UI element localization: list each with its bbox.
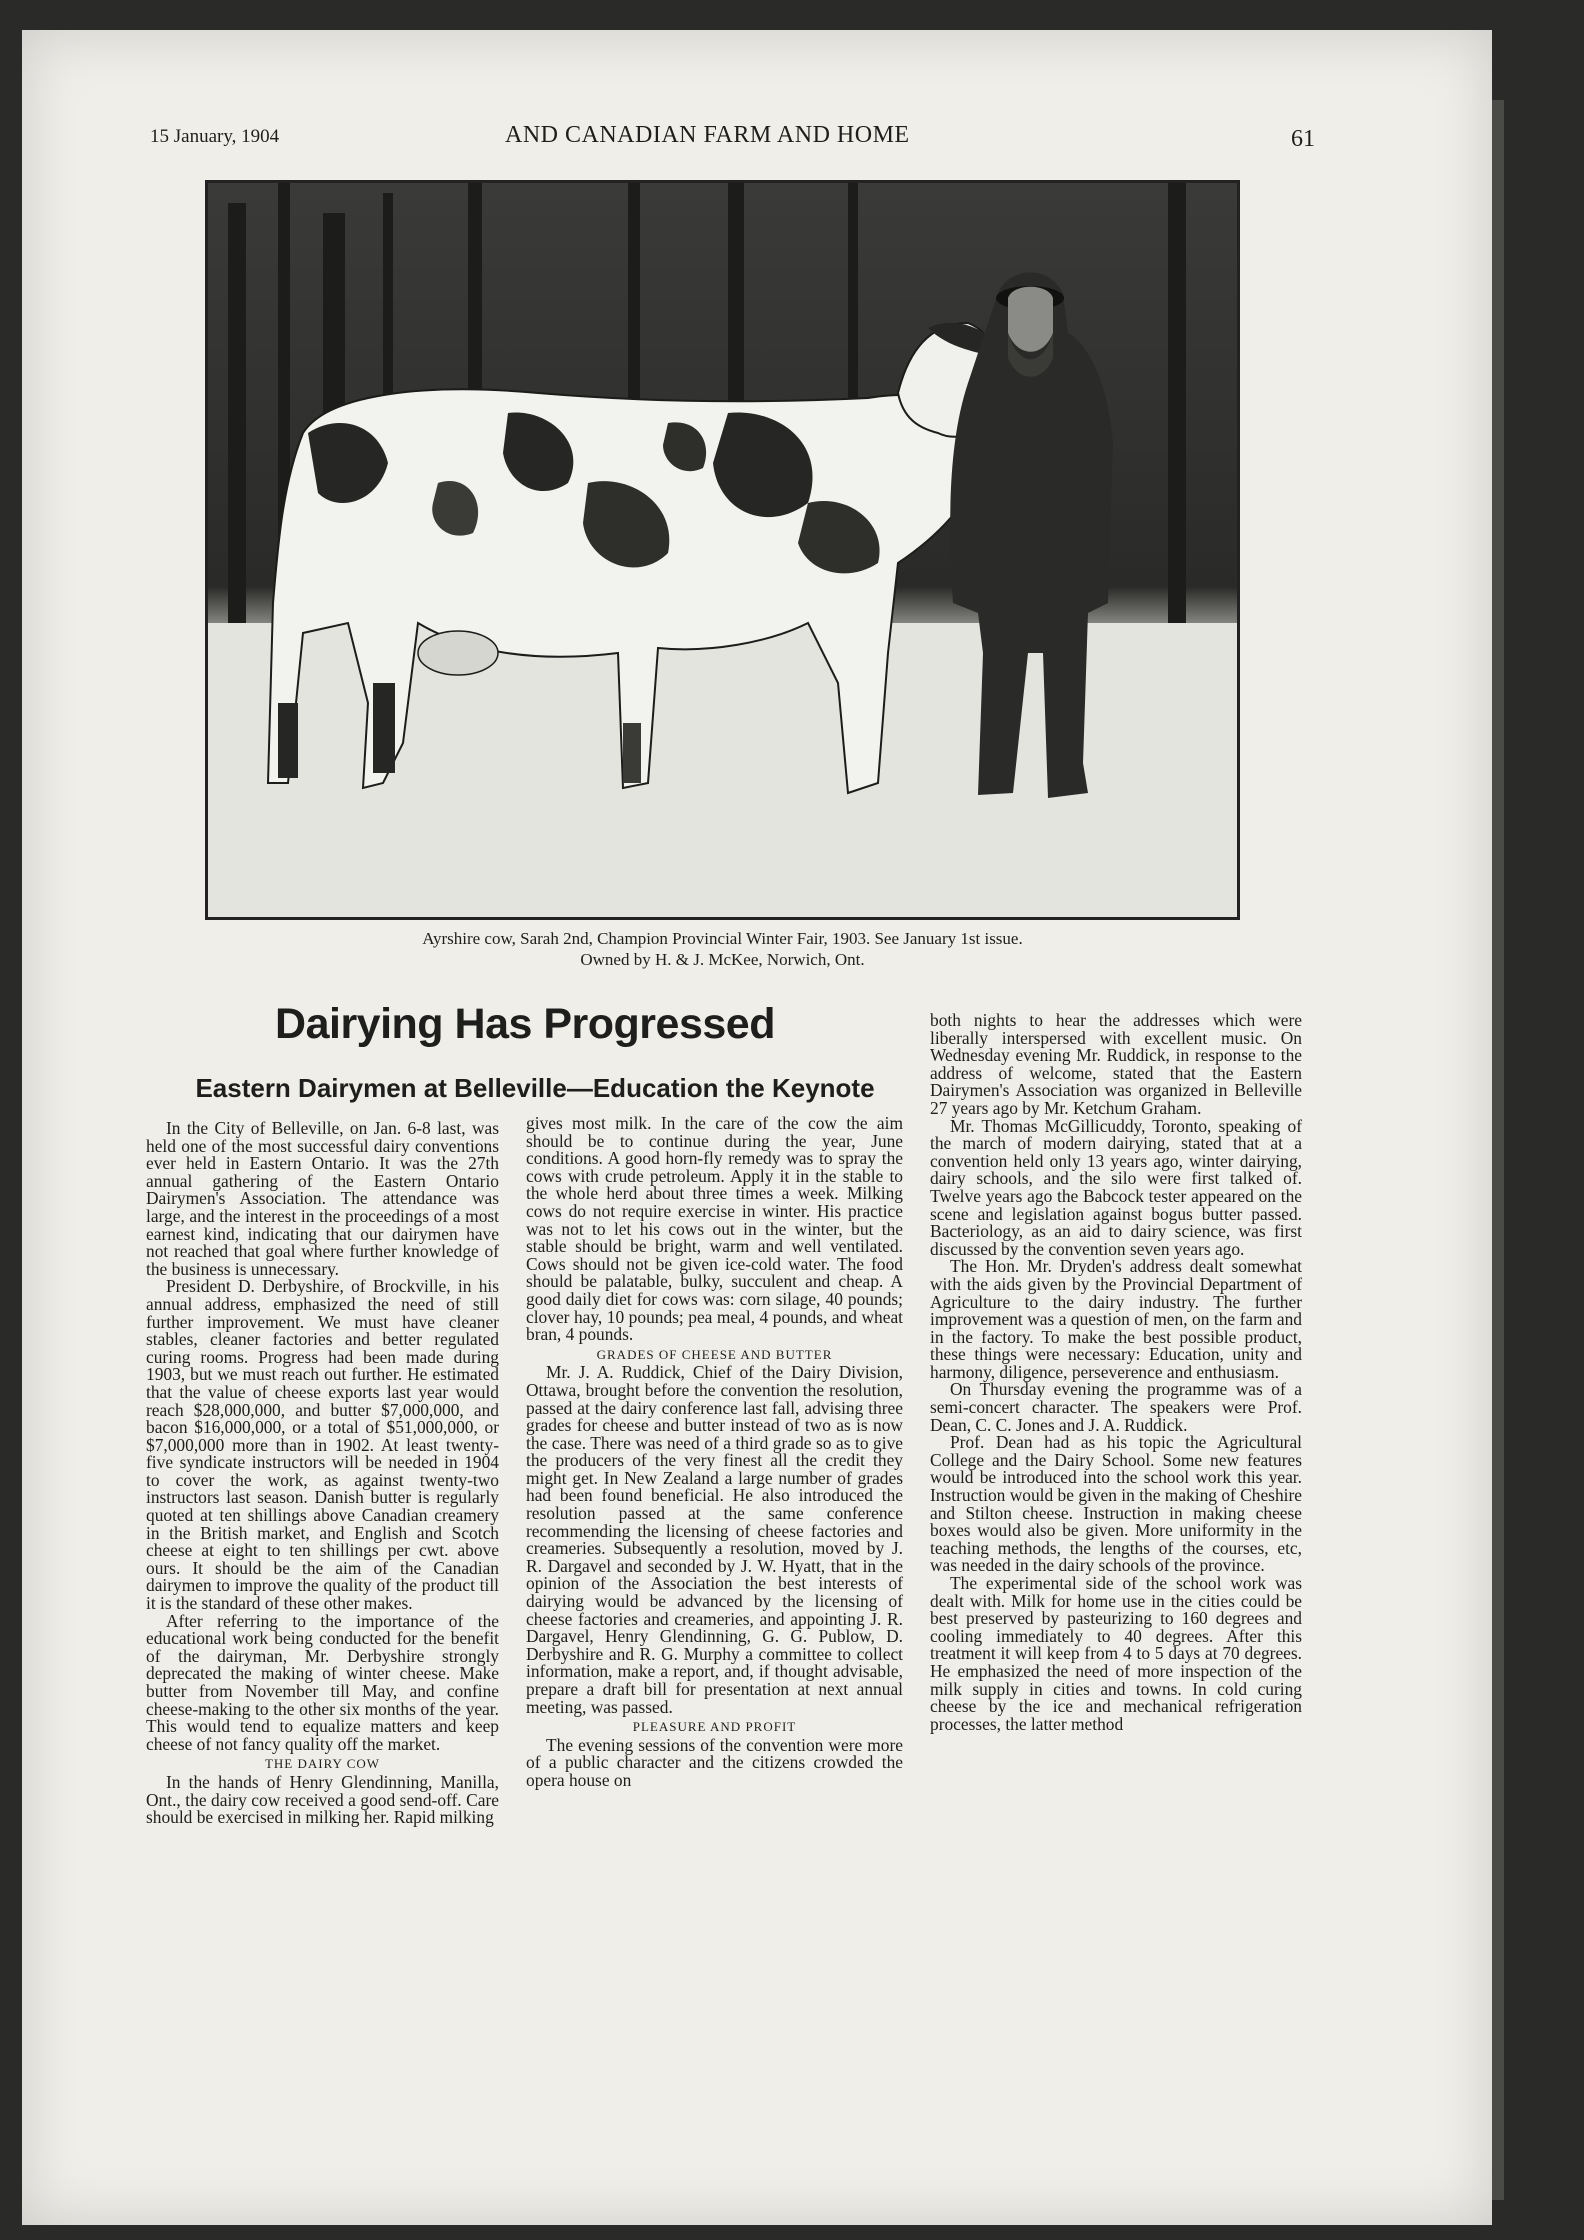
paragraph: The experimental side of the school work was dealt with. Milk for home use in the cities could be best preserved by pasteurizing to 160 degrees and cooling immediately to 40 degrees. After this treatment it will keep from 4 to 5 days at 70 degrees. He emphasized the need of more inspection of the milk supply in cities and towns. In cold curing cheese by the ice and mechanical refrigeration processes, the latter method xyxy=(930,1573,1302,1734)
paragraph: President D. Derbyshire, of Brockville, in his annual address, emphasized the need of still further improvement. We must have cleaner stables, cleaner factories and better regulated curing rooms. Progress had been made during 1903, but we must reach out further. He estimated that the value of cheese exports last year would reach $28,000,000, and butter $7,000,000, and bacon $16,000,000, or a total of $51,000,000, or $7,000,000 more than in 1902. At least twenty-five syndicate instructors will be needed in 1904 to cover the work, as against twenty-two instructors last season. Danish butter is regularly quoted at ten shillings above Canadian creamery in the British market, and English and Scotch cheese at eight to ten shillings per cwt. above ours. It should be the aim of the Canadian dairymen to improve the quality of the product till it is the standard of these other makes. xyxy=(146,1276,499,1614)
article-headline: Dairying Has Progressed xyxy=(275,1000,775,1048)
running-header xyxy=(150,118,1315,158)
ayrshire-cow-photograph xyxy=(205,180,1240,920)
paragraph: The evening sessions of the convention were more of a public character and the citizens crowded the opera house on xyxy=(526,1734,903,1790)
paragraph: both nights to hear the addresses which were liberally interspersed with excellent music. On Wednesday evening Mr. Ruddick, in response to the address of welcome, stated that the Eastern Dairymen's Association was organized in Belleville 27 years ago by Mr. Ketchum Graham. xyxy=(930,1010,1302,1118)
article-column-2 xyxy=(526,1115,903,1790)
paragraph: In the City of Belleville, on Jan. 6-8 last, was held one of the most successful dairy conventions ever held in Eastern Ontario. It was the 27th annual gathering of the Eastern Ontario Dairymen's Association. The attendance was large, and the interest in the proceedings of a most earnest kind, indicating that our dairymen have not reached that goal where further knowledge of the business is unnecessary. xyxy=(146,1118,499,1279)
paragraph: The Hon. Mr. Dryden's address dealt somewhat with the aids given by the Provincial Department of Agriculture to the dairy industry. The further improvement was a question of men, on the farm and in the factory. To make the best possible product, these things were necessary: Education, unity and harmony, diligence, perseverence and enthusiasm. xyxy=(930,1256,1302,1382)
page-edge-shadow xyxy=(1492,100,1504,2200)
issue-date: 15 January, 1904 xyxy=(150,126,280,147)
article-column-3 xyxy=(930,1012,1302,1733)
section-heading-dairy-cow: THE DAIRY COW xyxy=(264,1756,381,1772)
paragraph: gives most milk. In the care of the cow the aim should be to continue during the year, June conditions. A good horn-fly remedy was to spray the cows with crude petroleum. Apply it in the stable to the whole herd about three times a week. Milking cows do not require exercise in winter. His practice was not to let his cows out in the winter, but the stable should be bright, warm and well ventilated. Cows should not be given ice-cold water. The food should be palatable, bulky, succulent and cheap. A good daily diet for cows was: corn silage, 40 pounds; clover hay, 10 pounds; pea meal, 4 pounds, and wheat bran, 4 pounds. xyxy=(526,1113,903,1345)
caption-line-2: Owned by H. & J. McKee, Norwich, Ont. xyxy=(580,950,865,969)
section-heading-grades: GRADES OF CHEESE AND BUTTER xyxy=(596,1346,833,1362)
caption-line-1: Ayrshire cow, Sarah 2nd, Champion Provincial Winter Fair, 1903. See January 1st issue. xyxy=(422,929,1023,948)
photo-illustration xyxy=(208,183,1237,917)
paragraph: Mr. J. A. Ruddick, Chief of the Dairy Division, Ottawa, brought before the convention the resolution, passed at the dairy conference last fall, advising three grades for cheese and butter instead of two as is now the case. There was need of a third grade so as to give the producers of the very finest all the credit they might get. In New Zealand a large number of grades had been found beneficial. He also introduced the resolution passed at the same conference recommending the licensing of cheese factories and creameries. Subsequently a resolution, moved by J. R. Dargavel and seconded by J. W. Hyatt, that in the opinion of the Association the best interests of dairying would be advanced by the licensing of cheese factories and creameries, and appointing J. R. Dargavel, Henry Glendinning, G. G. Publow, D. Derbyshire and R. G. Murphy a committee to collect information, make a report, and, if thought advisable, prepare a draft bill for presentation at next annual meeting, was passed. xyxy=(526,1362,903,1717)
paragraph: Prof. Dean had as his topic the Agricultural College and the Dairy School. Some new features would be introduced into the school work this year. Instruction would be given in the making of Cheshire and Stilton cheese. Instruction in making cheese boxes would also be given. More uniformity in the teaching methods, the lengths of the courses, etc, was needed in the dairy schools of the province. xyxy=(930,1432,1302,1576)
paragraph: After referring to the importance of the educational work being conducted for the benefit of the dairyman, Mr. Derbyshire strongly deprecated the making of winter cheese. Make butter from November till May, and confine cheese-making to the other six months of the year. This would tend to equalize matters and keep cheese of not fancy quality off the market. xyxy=(146,1610,499,1754)
paragraph: Mr. Thomas McGillicuddy, Toronto, speaking of the march of modern dairying, stated that at a convention held only 13 years ago, winter dairying, dairy schools, and the silo were first talked of. Twelve years ago the Babcock tester appeared on the scene and legislation against bogus butter passed. Bacteriology, as an aid to dairy science, was first discussed by the convention seven years ago. xyxy=(930,1115,1302,1259)
section-heading-pleasure-profit: PLEASURE AND PROFIT xyxy=(632,1719,797,1735)
page-number: 61 xyxy=(1291,126,1315,152)
publication-title: AND CANADIAN FARM AND HOME xyxy=(505,122,910,148)
article-subheadline: Eastern Dairymen at Belleville—Education the Keynote xyxy=(195,1073,875,1103)
paragraph: In the hands of Henry Glendinning, Manilla, Ont., the dairy cow received a good send-off. Care should be exercised in milking her. Rapid milking xyxy=(146,1771,499,1828)
paragraph: On Thursday evening the programme was of a semi-concert character. The speakers were Prof. Dean, C. C. Jones and J. A. Ruddick. xyxy=(930,1379,1302,1435)
photo-caption xyxy=(205,928,1240,970)
article-column-1 xyxy=(146,1120,499,1827)
